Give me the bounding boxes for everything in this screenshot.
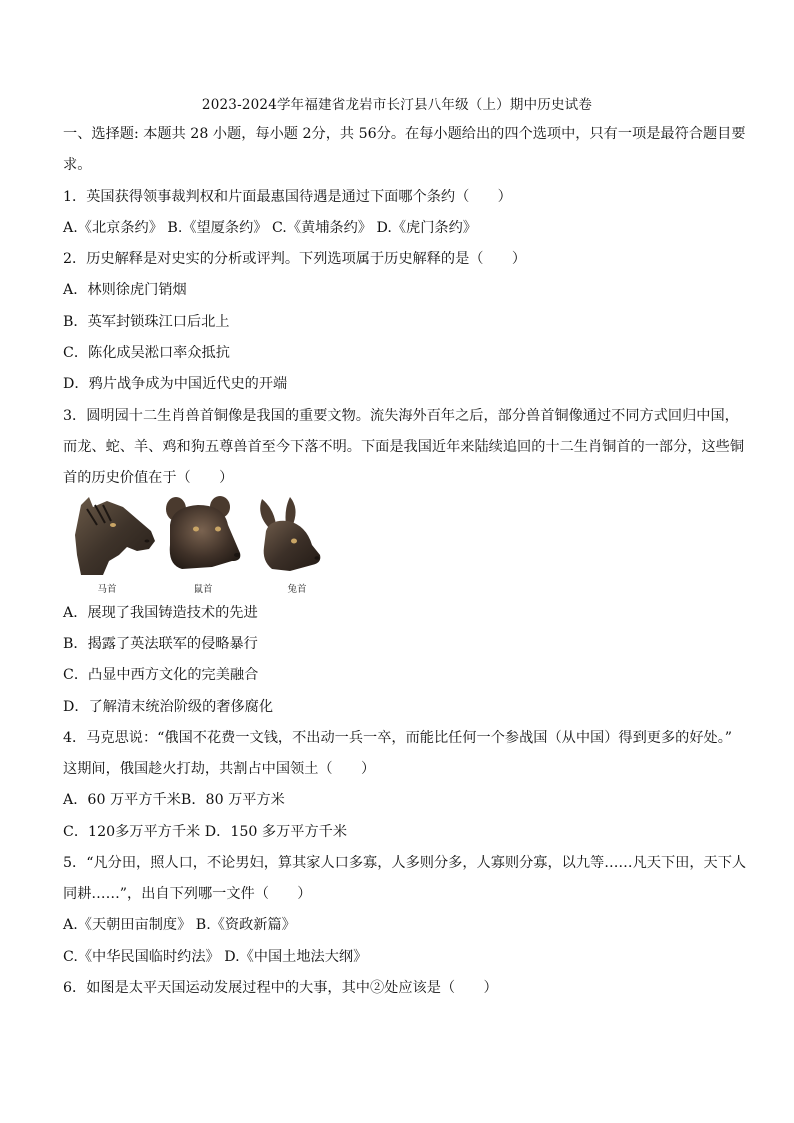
q5-stem-line1: 5．“凡分田，照人口，不论男妇，算其家人口多寡，人多则分多，人寡则分寡，以九等……凡天下田，天下人 (63, 855, 747, 871)
section-intro-line2: 求。 (63, 157, 92, 173)
rat-head-caption: 鼠首 (193, 584, 213, 595)
q5-options-ab: A.《天朝田亩制度》 B.《资政新篇》 (63, 917, 296, 933)
rabbit-head-caption: 兔首 (287, 584, 307, 595)
q5-options-cd: C.《中华民国临时约法》 D.《中国土地法大纲》 (63, 949, 368, 965)
q1-options: A.《北京条约》 B.《望厦条约》 C.《黄埔条约》 D.《虎门条约》 (63, 220, 477, 236)
q3-option-d: D．了解清末统治阶级的奢侈腐化 (63, 699, 274, 715)
q2-option-b: B．英军封锁珠江口后北上 (63, 314, 230, 330)
zodiac-heads-figure (67, 495, 337, 597)
q4-stem-line1: 4．马克思说：“俄国不花费一文钱，不出动一兵一卒，而能比任何一个参战国（从中国）得到更多的好处。” (63, 730, 733, 746)
q3-stem-line2: 而龙、蛇、羊、鸡和狗五尊兽首至今下落不明。下面是我国近年来陆续追回的十二生肖铜首的一部分，这些铜 (63, 439, 745, 455)
q2-option-d: D．鸦片战争成为中国近代史的开端 (63, 376, 288, 392)
q2-option-c: C．陈化成吴淞口率众抵抗 (63, 345, 230, 361)
horse-head-image (67, 495, 159, 577)
rabbit-head-image (250, 495, 330, 577)
q3-option-b: B．揭露了英法联军的侵略暴行 (63, 636, 258, 652)
q3-option-a: A．展现了我国铸造技术的先进 (63, 605, 258, 621)
q2-option-a: A．林则徐虎门销烟 (63, 282, 187, 298)
section-intro-line1: 一、选择题: 本题共 28 小题，每小题 2分，共 56分。在每小题给出的四个选项中，只有一项是最符合题目要 (63, 126, 746, 142)
q4-options-ab: A．60 万平方千米B．80 万平方米 (63, 792, 285, 808)
q4-stem-line2: 这期间，俄国趁火打劫，共割占中国领土（ ） (63, 761, 376, 777)
q3-option-c: C．凸显中西方文化的完美融合 (63, 667, 259, 683)
q2-stem: 2．历史解释是对史实的分析或评判。下列选项属于历史解释的是（ ） (63, 251, 527, 267)
q6-stem: 6．如图是太平天国运动发展过程中的大事，其中②处应该是（ ） (63, 980, 498, 996)
horse-head-caption: 马首 (97, 584, 117, 595)
exam-title: 2023-2024学年福建省龙岩市长汀县八年级（上）期中历史试卷 (201, 97, 593, 113)
q5-stem-line2: 同耕……”，出自下列哪一文件（ ） (63, 886, 312, 902)
q3-stem-line1: 3．圆明园十二生肖兽首铜像是我国的重要文物。流失海外百年之后，部分兽首铜像通过不同方式回归中国， (63, 408, 739, 424)
rat-head-image (162, 495, 244, 577)
q4-options-cd: C．120多万平方千米 D．150 多万平方千米 (63, 824, 348, 840)
q3-stem-line3: 首的历史价值在于（ ） (63, 470, 234, 486)
q1-stem: 1．英国获得领事裁判权和片面最惠国待遇是通过下面哪个条约（ ） (63, 189, 512, 205)
